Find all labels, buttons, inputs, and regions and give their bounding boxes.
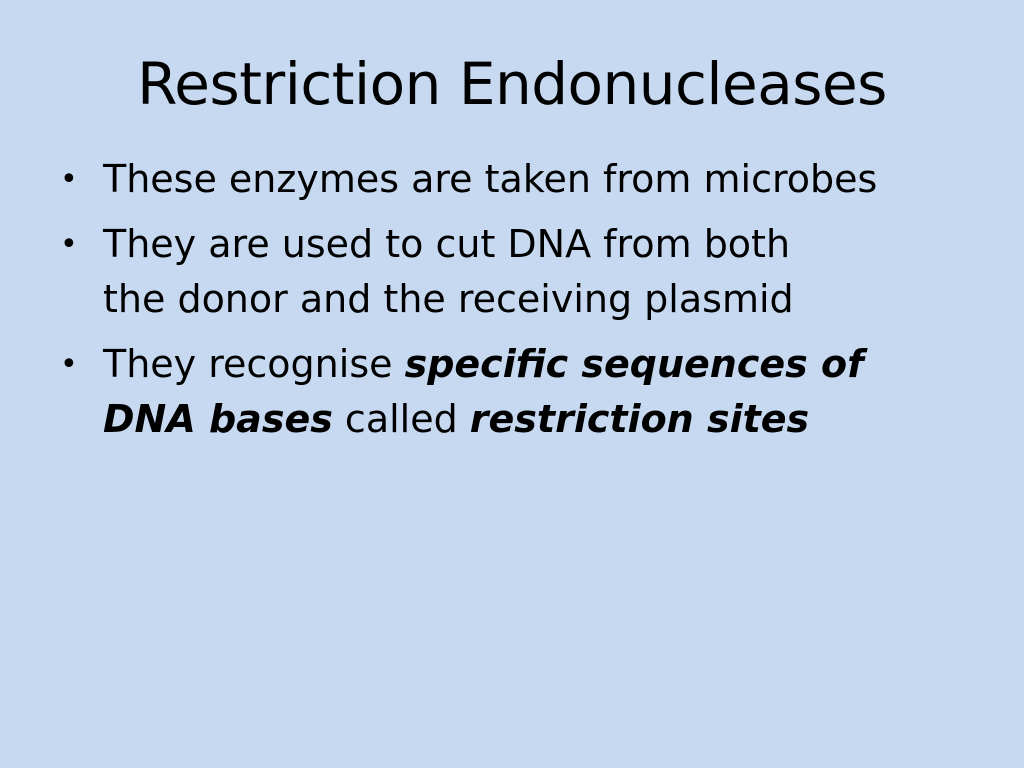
bullet-dot-icon: •: [60, 162, 78, 197]
bullet-dot-icon: •: [60, 227, 78, 262]
bullet-text: These enzymes are taken from microbes: [103, 157, 878, 201]
emphasis-specific-sequences: specific sequences of: [404, 342, 864, 386]
bullet-text-line-2: the donor and the receiving plasmid: [103, 277, 794, 321]
bullet-text-part: They recognise: [103, 342, 405, 386]
bullet-dot-icon: •: [60, 347, 78, 382]
bullet-item-microbes: [60, 152, 990, 207]
bullet-item-cut-dna: [60, 217, 990, 327]
bullet-text-part: called: [332, 397, 470, 441]
bullet-item-recognise: [60, 337, 990, 447]
slide-title: Restriction Endonucleases: [137, 50, 887, 118]
bullet-text-line-1: They are used to cut DNA from both: [103, 222, 791, 266]
emphasis-restriction-sites: restriction sites: [469, 397, 810, 441]
bullet-list: [60, 152, 990, 457]
emphasis-dna-bases: DNA bases: [103, 397, 333, 441]
